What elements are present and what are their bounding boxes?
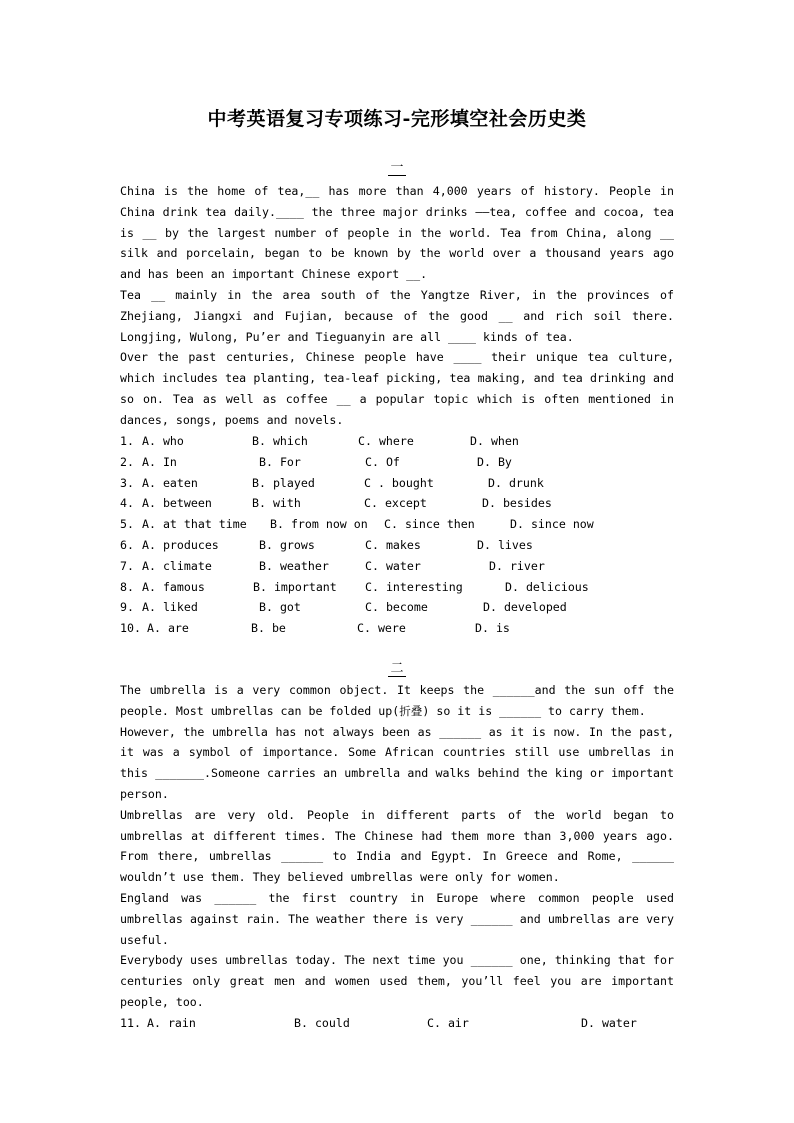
option-a: A. famous <box>142 579 205 594</box>
option-d: D. drunk <box>488 475 544 490</box>
option-c: C. makes <box>365 537 421 552</box>
option-c: C. become <box>365 600 428 615</box>
option-b: B. grows <box>259 537 315 552</box>
passage-paragraph: Umbrellas are very old. People in different parts of the world began to umbrellas at different times. The Chinese had them more than 3,000 years ago. From there, umbrellas ______ to India and Egypt. In Greece and Rome, ______ wouldn’t use them. They believed umbrellas were only for women. <box>120 807 674 885</box>
option-c: C. water <box>365 558 421 573</box>
section-1-questions <box>120 431 674 639</box>
option-b: B. got <box>259 600 301 615</box>
question-row <box>120 577 674 598</box>
question-number: 7. <box>120 558 134 573</box>
passage-paragraph: The umbrella is a very common object. It keeps the ______and the sun off the people. Most umbrellas can be folded up(折叠) so it is ______ to carry them. <box>120 683 674 718</box>
question-number: 3. <box>120 475 134 490</box>
question-row <box>120 597 674 618</box>
question-number: 8. <box>120 579 134 594</box>
option-c: C. except <box>364 496 427 511</box>
option-d: D. delicious <box>505 579 589 594</box>
option-b: B. which <box>252 434 308 448</box>
question-number: 4. <box>120 496 134 511</box>
question-row <box>120 514 674 535</box>
option-a: A. are <box>147 621 189 636</box>
option-a: A. who <box>142 434 184 448</box>
question-number: 10. <box>120 621 141 636</box>
passage-paragraph: Tea __ mainly in the area south of the Yangtze River, in the provinces of Zhejiang, Jiangxi and Fujian, because of the good __ and rich soil there. Longjing, Wulong, Pu’er and Tieguanyin are all ____ kinds of tea. <box>120 287 674 344</box>
section-2-passage <box>120 680 674 1034</box>
option-b: B. played <box>252 475 315 490</box>
option-d: D. lives <box>477 537 533 552</box>
passage-paragraph: Over the past centuries, Chinese people have ____ their unique tea culture, which includes tea planting, tea-leaf picking, tea making, and tea drinking and so on. Tea as well as coffee __ a popular topic which is often mentioned in dances, songs, poems and novels. <box>120 350 674 427</box>
question-number: 2. <box>120 454 134 469</box>
section-1-number <box>0 156 794 175</box>
option-d: D. since now <box>510 517 594 532</box>
question-number: 11. <box>120 1015 141 1030</box>
option-a: A. at that time <box>142 517 247 532</box>
option-a: A. liked <box>142 600 198 615</box>
section-1-number-label: 一 <box>390 160 404 175</box>
option-d: D. water <box>581 1015 637 1030</box>
option-c: C. since then <box>384 517 475 532</box>
option-d: D. developed <box>483 600 567 615</box>
section-2-number <box>0 657 794 676</box>
option-a: A. climate <box>142 558 212 573</box>
option-d: D. river <box>489 558 545 573</box>
option-a: A. eaten <box>142 475 198 490</box>
option-c: C. where <box>358 434 414 448</box>
question-row <box>120 431 674 452</box>
option-b: B. important <box>253 579 337 594</box>
option-b: B. could <box>294 1015 350 1030</box>
option-c: C . bought <box>364 475 434 490</box>
question-row <box>120 556 674 577</box>
section-2-number-label: 二 <box>390 661 404 676</box>
option-c: C. interesting <box>365 579 463 594</box>
option-d: D. when <box>470 434 519 448</box>
passage-paragraph: China is the home of tea,__ has more than 4,000 years of history. People in China drink tea daily.____ the three major drinks ––tea, coffee and cocoa, tea is __ by the largest number of people in the world. Tea from China, along __ silk and porcelain, began to be known by the world over a thousand years ago and has been an important Chinese export __. <box>120 184 674 282</box>
question-row <box>120 493 674 514</box>
option-c: C. Of <box>365 454 400 469</box>
option-c: C. were <box>357 621 406 636</box>
question-row <box>120 535 674 556</box>
option-a: A. In <box>142 454 177 469</box>
page-title: 中考英语复习专项练习-完形填空社会历史类 <box>207 108 587 130</box>
option-b: B. For <box>259 454 301 469</box>
option-c: C. air <box>427 1015 469 1030</box>
option-a: A. rain <box>147 1015 196 1030</box>
question-row <box>120 618 674 639</box>
question-row <box>120 473 674 494</box>
question-number: 1. <box>120 434 134 448</box>
question-row <box>120 452 674 473</box>
question-number: 6. <box>120 537 134 552</box>
option-a: A. between <box>142 496 212 511</box>
question-number: 5. <box>120 517 134 532</box>
option-d: D. besides <box>482 496 552 511</box>
option-a: A. produces <box>142 537 219 552</box>
question-number: 9. <box>120 600 134 615</box>
passage-paragraph: England was ______ the first country in Europe where common people used umbrellas against rain. The weather there is very ______ and umbrellas are very useful. <box>120 890 674 947</box>
section-1-passage <box>120 181 674 431</box>
passage-paragraph: However, the umbrella has not always been as ______ as it is now. In the past, it was a symbol of importance. Some African countries still use umbrellas in this _______.Someone carries an umbrella and walks behind the king or important person. <box>120 724 674 801</box>
option-b: B. weather <box>259 558 329 573</box>
passage-paragraph: Everybody uses umbrellas today. The next time you ______ one, thinking that for centuries only great men and women used them, you’ll feel you are important people, too. <box>120 953 674 1009</box>
option-b: B. from now on <box>270 517 368 532</box>
option-b: B. with <box>252 496 301 511</box>
option-d: D. By <box>477 454 512 469</box>
question-row <box>120 1013 674 1034</box>
option-b: B. be <box>251 621 286 636</box>
option-d: D. is <box>475 621 510 636</box>
